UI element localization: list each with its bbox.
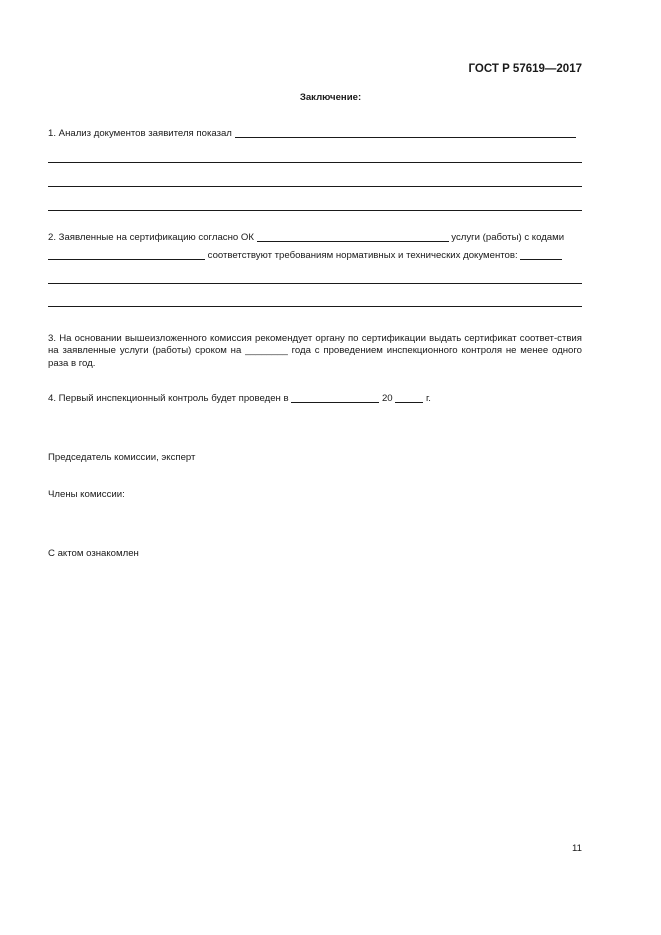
- item-4-year-blank: [395, 393, 423, 403]
- item-2-middle: услуги (работы) с кодами: [451, 232, 565, 243]
- item-4-year: 20: [381, 393, 393, 404]
- section-title: Заключение:: [299, 92, 362, 103]
- item-1-blank-line-2: [48, 186, 582, 187]
- item-4-line: [48, 393, 431, 405]
- item-1-blank: [235, 128, 576, 138]
- members-label: Члены комиссии:: [48, 489, 125, 500]
- item-2-line-2: [48, 250, 562, 262]
- page-number: 11: [572, 843, 582, 854]
- item-2-blank-line-1: [48, 283, 582, 284]
- item-1-blank-line-3: [48, 210, 582, 211]
- chairman-label: Председатель комиссии, эксперт: [48, 452, 196, 463]
- item-2-ok-blank: [257, 232, 449, 242]
- acknowledged-label: С актом ознакомлен: [48, 548, 139, 559]
- item-2-blank-line-2: [48, 306, 582, 307]
- item-2-codes-blank: [48, 250, 205, 260]
- item-4-before: 4. Первый инспекционный контроль будет проведен в: [48, 393, 289, 404]
- item-4-date-blank: [291, 393, 379, 403]
- item-2-continuation: соответствуют требованиям нормативных и технических документов:: [207, 250, 518, 261]
- item-2-docs-blank: [520, 250, 562, 260]
- item-4-suffix: г.: [425, 393, 431, 404]
- item-1-blank-line-1: [48, 162, 582, 163]
- item-2-line-1: [48, 232, 564, 244]
- standard-number: ГОСТ Р 57619—2017: [468, 63, 582, 75]
- item-1-text: 1. Анализ документов заявителя показал: [48, 128, 232, 139]
- item-2-start: 2. Заявленные на сертификацию согласно ОК: [48, 232, 254, 243]
- item-1-line: [48, 128, 576, 140]
- item-3-text: 3. На основании вышеизложенного комиссия рекомендует органу по сертификации выдать сертификат соответ-ствия на заявленные услуги (работы) сроком на ________ года с проведением инспекционного контроля не менее одного раза в год.: [48, 333, 582, 369]
